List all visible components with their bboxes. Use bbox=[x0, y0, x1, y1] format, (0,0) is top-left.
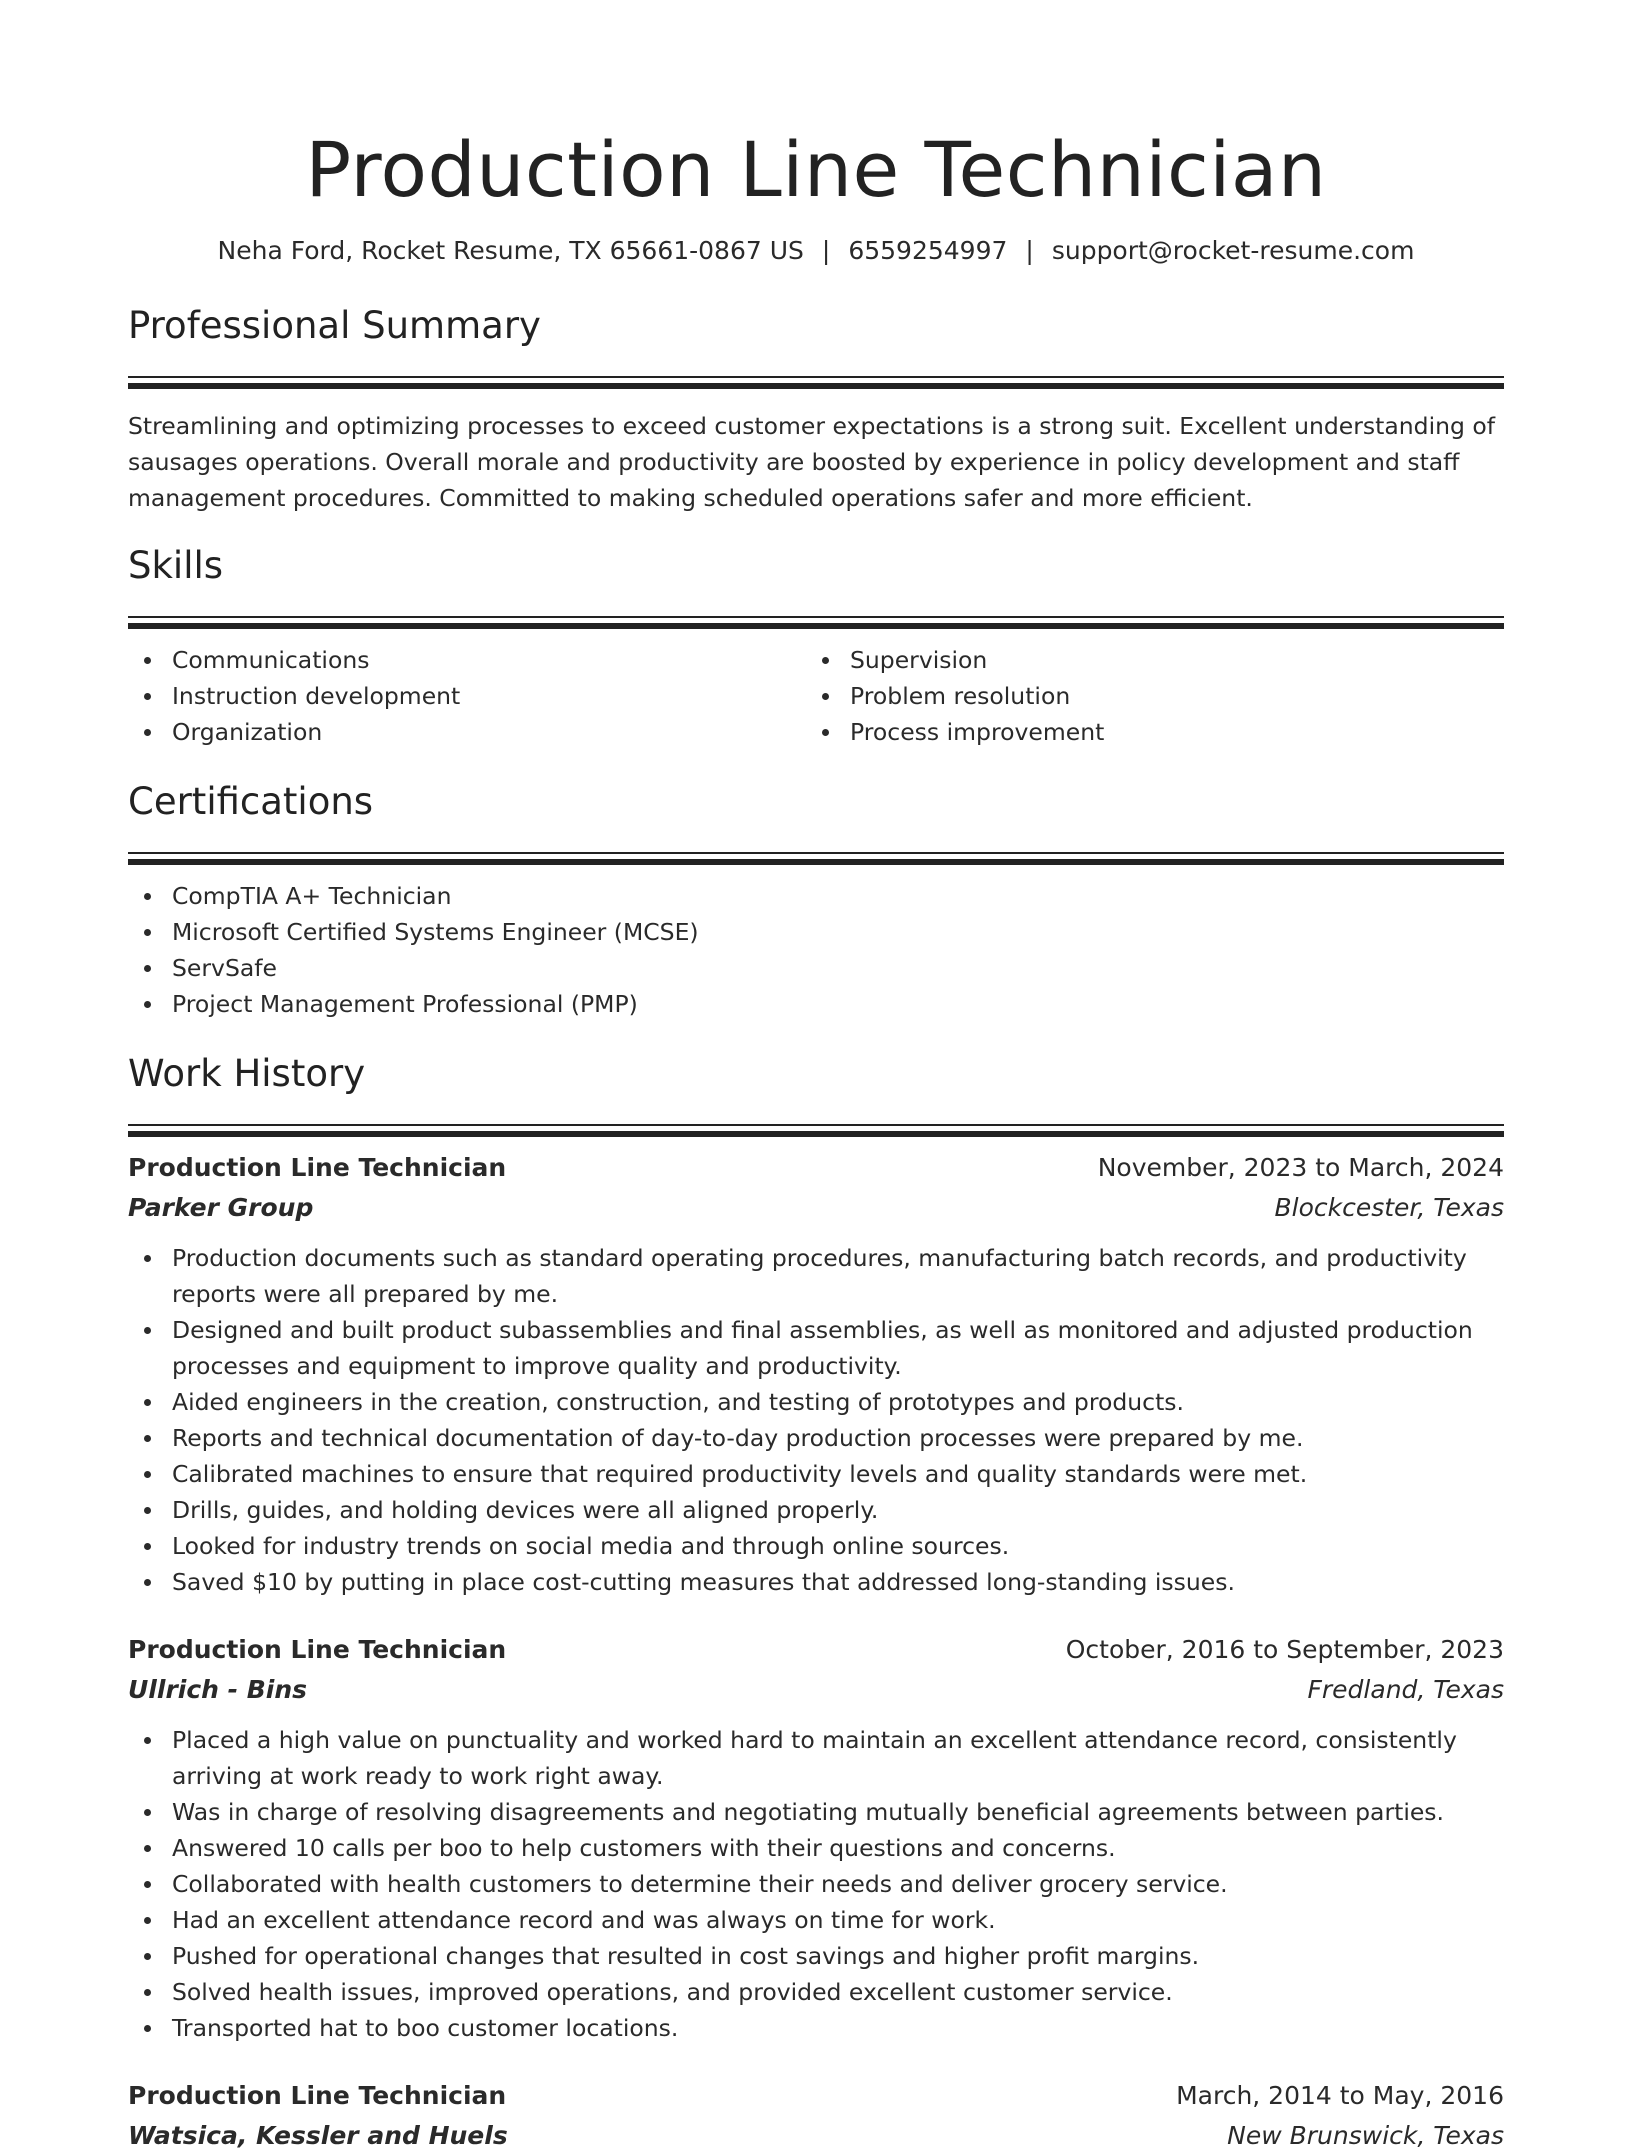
section-divider bbox=[128, 376, 1504, 386]
job-bullet: Reports and technical documentation of day-to-day production processes were prepared by me. bbox=[128, 1420, 1504, 1456]
job-bullet: Drills, guides, and holding devices were all aligned properly. bbox=[128, 1492, 1504, 1528]
job-bullet-list bbox=[128, 1240, 1504, 1600]
job-header-row bbox=[128, 1148, 1504, 1188]
skills-column-left bbox=[128, 642, 806, 750]
job-location: Fredland, Texas bbox=[1307, 1675, 1504, 1704]
certifications-section bbox=[128, 778, 1504, 1022]
job-bullet-list bbox=[128, 1722, 1504, 2046]
section-divider bbox=[128, 616, 1504, 626]
job-bullet: Saved $10 by putting in place cost-cutting measures that addressed long-standing issues. bbox=[128, 1564, 1504, 1600]
section-divider bbox=[128, 1124, 1504, 1134]
job-company: Ullrich - Bins bbox=[128, 1675, 308, 1704]
certification-item: CompTIA A+ Technician bbox=[128, 878, 1504, 914]
job-bullet: Transported hat to boo customer locations. bbox=[128, 2010, 1504, 2046]
job-bullet: Answered 10 calls per boo to help customers with their questions and concerns. bbox=[128, 1830, 1504, 1866]
job-bullet: Had an excellent attendance record and was always on time for work. bbox=[128, 1902, 1504, 1938]
job-entry bbox=[128, 1630, 1504, 2046]
job-dates: November, 2023 to March, 2024 bbox=[1097, 1153, 1504, 1182]
job-bullet: Was in charge of resolving disagreements and negotiating mutually beneficial agreements between parties. bbox=[128, 1794, 1504, 1830]
resume-page bbox=[128, 0, 1504, 2156]
skills-column-right bbox=[806, 642, 1484, 750]
job-bullet: Calibrated machines to ensure that required productivity levels and quality standards were met. bbox=[128, 1456, 1504, 1492]
contact-phone: 6559254997 bbox=[848, 236, 1008, 265]
job-entry bbox=[128, 1148, 1504, 1600]
job-company-row bbox=[128, 2116, 1504, 2156]
certification-item: Microsoft Certified Systems Engineer (MCSE) bbox=[128, 914, 1504, 950]
certification-item: ServSafe bbox=[128, 950, 1504, 986]
job-title: Production Line Technician bbox=[128, 2081, 507, 2110]
job-bullet: Pushed for operational changes that resulted in cost savings and higher profit margins. bbox=[128, 1938, 1504, 1974]
contact-email: support@rocket-resume.com bbox=[1051, 236, 1415, 265]
work-history-section bbox=[128, 1050, 1504, 2156]
certification-list bbox=[128, 878, 1504, 1022]
job-dates: March, 2014 to May, 2016 bbox=[1176, 2081, 1504, 2110]
contact-separator: | bbox=[1025, 236, 1034, 265]
section-divider bbox=[128, 852, 1504, 862]
job-company: Watsica, Kessler and Huels bbox=[128, 2121, 508, 2150]
skill-item: Organization bbox=[128, 714, 806, 750]
summary-section bbox=[128, 302, 1504, 516]
job-company: Parker Group bbox=[128, 1193, 314, 1222]
section-heading-certifications: Certifications bbox=[128, 780, 374, 823]
skill-item: Process improvement bbox=[806, 714, 1484, 750]
job-bullet: Collaborated with health customers to determine their needs and deliver grocery service. bbox=[128, 1866, 1504, 1902]
job-bullet: Aided engineers in the creation, construction, and testing of prototypes and products. bbox=[128, 1384, 1504, 1420]
job-location: Blockcester, Texas bbox=[1274, 1193, 1504, 1222]
skill-item: Instruction development bbox=[128, 678, 806, 714]
skills-grid bbox=[128, 642, 1504, 750]
contact-separator: | bbox=[821, 236, 831, 265]
skill-item: Supervision bbox=[806, 642, 1484, 678]
job-bullet: Placed a high value on punctuality and worked hard to maintain an excellent attendance record, consistently arriving at work ready to work right away. bbox=[128, 1722, 1504, 1794]
section-heading-summary: Professional Summary bbox=[128, 304, 541, 347]
section-heading-skills: Skills bbox=[128, 544, 224, 587]
job-title: Production Line Technician bbox=[128, 1153, 507, 1182]
job-company-row bbox=[128, 1670, 1504, 1710]
skill-item: Problem resolution bbox=[806, 678, 1484, 714]
contact-address: Neha Ford, Rocket Resume, TX 65661-0867 US bbox=[217, 236, 804, 265]
job-bullet: Solved health issues, improved operations, and provided excellent customer service. bbox=[128, 1974, 1504, 2010]
job-title: Production Line Technician bbox=[128, 1635, 507, 1664]
contact-line bbox=[128, 234, 1504, 268]
job-location: New Brunswick, Texas bbox=[1227, 2121, 1504, 2150]
job-bullet: Production documents such as standard operating procedures, manufacturing batch records, and productivity reports were all prepared by me. bbox=[128, 1240, 1504, 1312]
certification-item: Project Management Professional (PMP) bbox=[128, 986, 1504, 1022]
job-header-row bbox=[128, 1630, 1504, 1670]
job-bullet: Designed and built product subassemblies and final assemblies, as well as monitored and adjusted production processes and equipment to improve quality and productivity. bbox=[128, 1312, 1504, 1384]
job-header-row bbox=[128, 2076, 1504, 2116]
job-dates: October, 2016 to September, 2023 bbox=[1065, 1635, 1504, 1664]
section-heading-work-history: Work History bbox=[128, 1052, 366, 1095]
job-bullet: Looked for industry trends on social media and through online sources. bbox=[128, 1528, 1504, 1564]
skill-item: Communications bbox=[128, 642, 806, 678]
summary-text: Streamlining and optimizing processes to exceed customer expectations is a strong suit. Excellent understanding of sausages operations. Overall morale and productivity are boosted by experience in policy development and staff management procedures. Committed to making scheduled operations safer and more efficient. bbox=[128, 412, 1496, 512]
resume-title: Production Line Technician bbox=[305, 125, 1327, 214]
skills-section bbox=[128, 542, 1504, 750]
job-entry bbox=[128, 2076, 1504, 2156]
job-company-row bbox=[128, 1188, 1504, 1228]
